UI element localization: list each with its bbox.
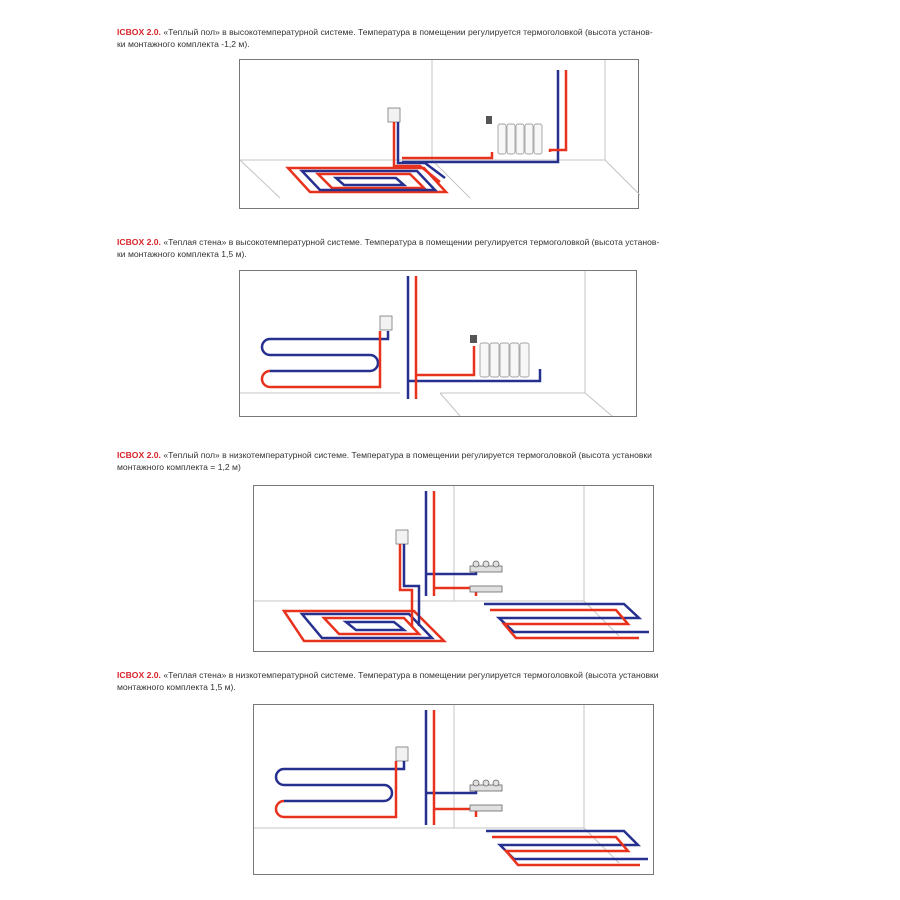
diagram-panel-2 [239,270,637,417]
caption-text: «Теплая стена» в низкотемпературной системе. Температура в помещении регулируется термоголовкой (высота установки монтажного комплекта 1,5 м). [117,670,659,692]
diagram-panel-4 [253,704,654,875]
wall-loop-cold [276,761,404,801]
riser-hot [434,491,476,596]
caption-2 [117,236,767,260]
warm-wall-low-temp-diagram [254,705,655,876]
caption-4 [117,669,767,693]
radiator [480,343,529,377]
caption-text: «Теплый пол» в высокотемпературной системе. Температура в помещении регулируется термоголовкой (высота установ- ки монтажного комплекта -1,2 м). [117,27,653,49]
diagram-panel-3 [253,485,654,652]
radiator [498,124,542,154]
collector-manifold [470,561,502,592]
caption-text: «Теплый пол» в низкотемпературной системе. Температура в помещении регулируется термоголовкой (высота установки монтажного комплекта = 1,2 м) [117,450,652,472]
brand-label: ICBOX 2.0. [117,237,161,247]
icbox-unit [396,530,408,544]
brand-label: ICBOX 2.0. [117,27,161,37]
room-outline [240,60,640,198]
warm-floor-low-temp-diagram [254,486,655,653]
wall-loop-cold [262,331,388,371]
thermo-head-icon [470,335,477,343]
supply-cold-line [398,122,445,178]
brand-label: ICBOX 2.0. [117,450,161,460]
collector-manifold [470,780,502,811]
caption-1 [117,26,767,50]
warm-floor-high-temp-diagram [240,60,640,210]
icbox-unit [396,747,408,761]
caption-text: «Теплая стена» в высокотемпературной системе. Температура в помещении регулируется термоголовкой (высота установ- ки монтажного комплекта 1,5 м). [117,237,660,259]
floor-loop-hot-2 [492,837,640,865]
icbox-unit [380,316,392,330]
warm-wall-high-temp-diagram [240,271,638,418]
thermo-head-icon [486,116,492,124]
room-outline [240,271,612,416]
icbox-unit [388,108,400,122]
caption-3 [117,449,767,473]
diagram-panel-1 [239,59,639,209]
brand-label: ICBOX 2.0. [117,670,161,680]
